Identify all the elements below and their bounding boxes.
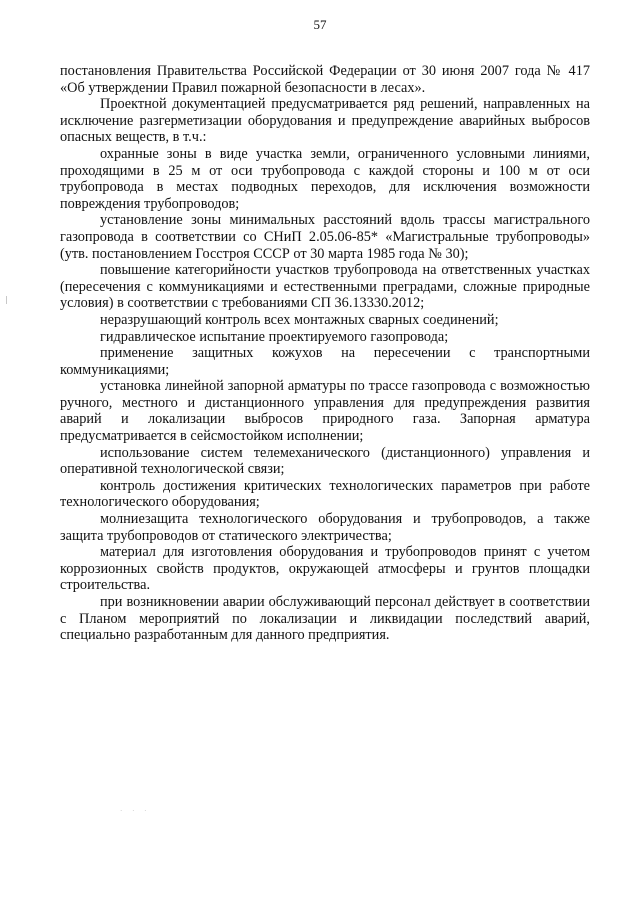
paragraph-emergency-plan: при возникновении аварии обслуживающий персонал действует в соответствии с Планом мероприятий по локализации и ликвидации последствий аварий, специально разработанным для данного предприятия. [60, 594, 590, 644]
list-item-category-increase: повышение категорийности участков трубопровода на ответственных участках (пересечения с коммуникациями и естественными преградами, сложные природные условия) в соответствии с требованиями СП 36.13330.2012; [60, 262, 590, 312]
document-body [60, 63, 590, 644]
list-item-protective-casings: применение защитных кожухов на пересечении с транспортными коммуникациями; [60, 345, 590, 378]
list-item-materials: материал для изготовления оборудования и трубопроводов принят с учетом коррозионных свойств продуктов, окружающей атмосферы и грунтов площадки строительства. [60, 544, 590, 594]
list-item-telemechanics: использование систем телемеханического (дистанционного) управления и оперативной технологической связи; [60, 444, 590, 478]
scan-artifact-dots: · · · [120, 807, 151, 815]
list-item-parameter-control: контроль достижения критических технологических параметров при работе технологического оборудования; [60, 477, 590, 511]
list-item-minimum-distance-zone: установление зоны минимальных расстояний вдоль трассы магистрального газопровода в соответствии со СНиП 2.05.06-85* «Магистральные трубопроводы» (утв. постановлением Госстроя СССР от 30 марта 1985 года № 30); [60, 212, 590, 262]
scan-edge-mark [6, 296, 7, 304]
list-item-weld-inspection: неразрушающий контроль всех монтажных сварных соединений; [100, 311, 499, 328]
list-item-lightning-protection: молниезащита технологического оборудования и трубопроводов, а также защита трубопроводов от статического электричества; [60, 511, 590, 544]
paragraph-project-measures-intro: Проектной документацией предусматривается ряд решений, направленных на исключение разгерметизации оборудования и предупреждение аварийных выбросов опасных веществ, в т.ч.: [60, 96, 590, 146]
list-item-shutoff-valves: установка линейной запорной арматуры по трассе газопровода с возможностью ручного, местного и дистанционного управления для предупреждения развития аварий и локализации выбросов природного газа. Запорная арматура предусматривается в сейсмостойком исполнении; [60, 378, 590, 445]
page-number: 57 [313, 17, 327, 32]
list-item-hydraulic-testing: гидравлическое испытание проектируемого газопровода; [100, 328, 449, 345]
paragraph-regulation-reference: постановления Правительства Российской Федерации от 30 июня 2007 года № 417 «Об утверждении Правил пожарной безопасности в лесах». [60, 63, 590, 96]
list-item-protection-zones: охранные зоны в виде участка земли, ограниченного условными линиями, проходящими в 25 м от оси трубопровода с каждой стороны и 100 м от оси трубопровода в местах подводных переходов, для исключения возможности повреждения трубопроводов; [60, 145, 590, 212]
